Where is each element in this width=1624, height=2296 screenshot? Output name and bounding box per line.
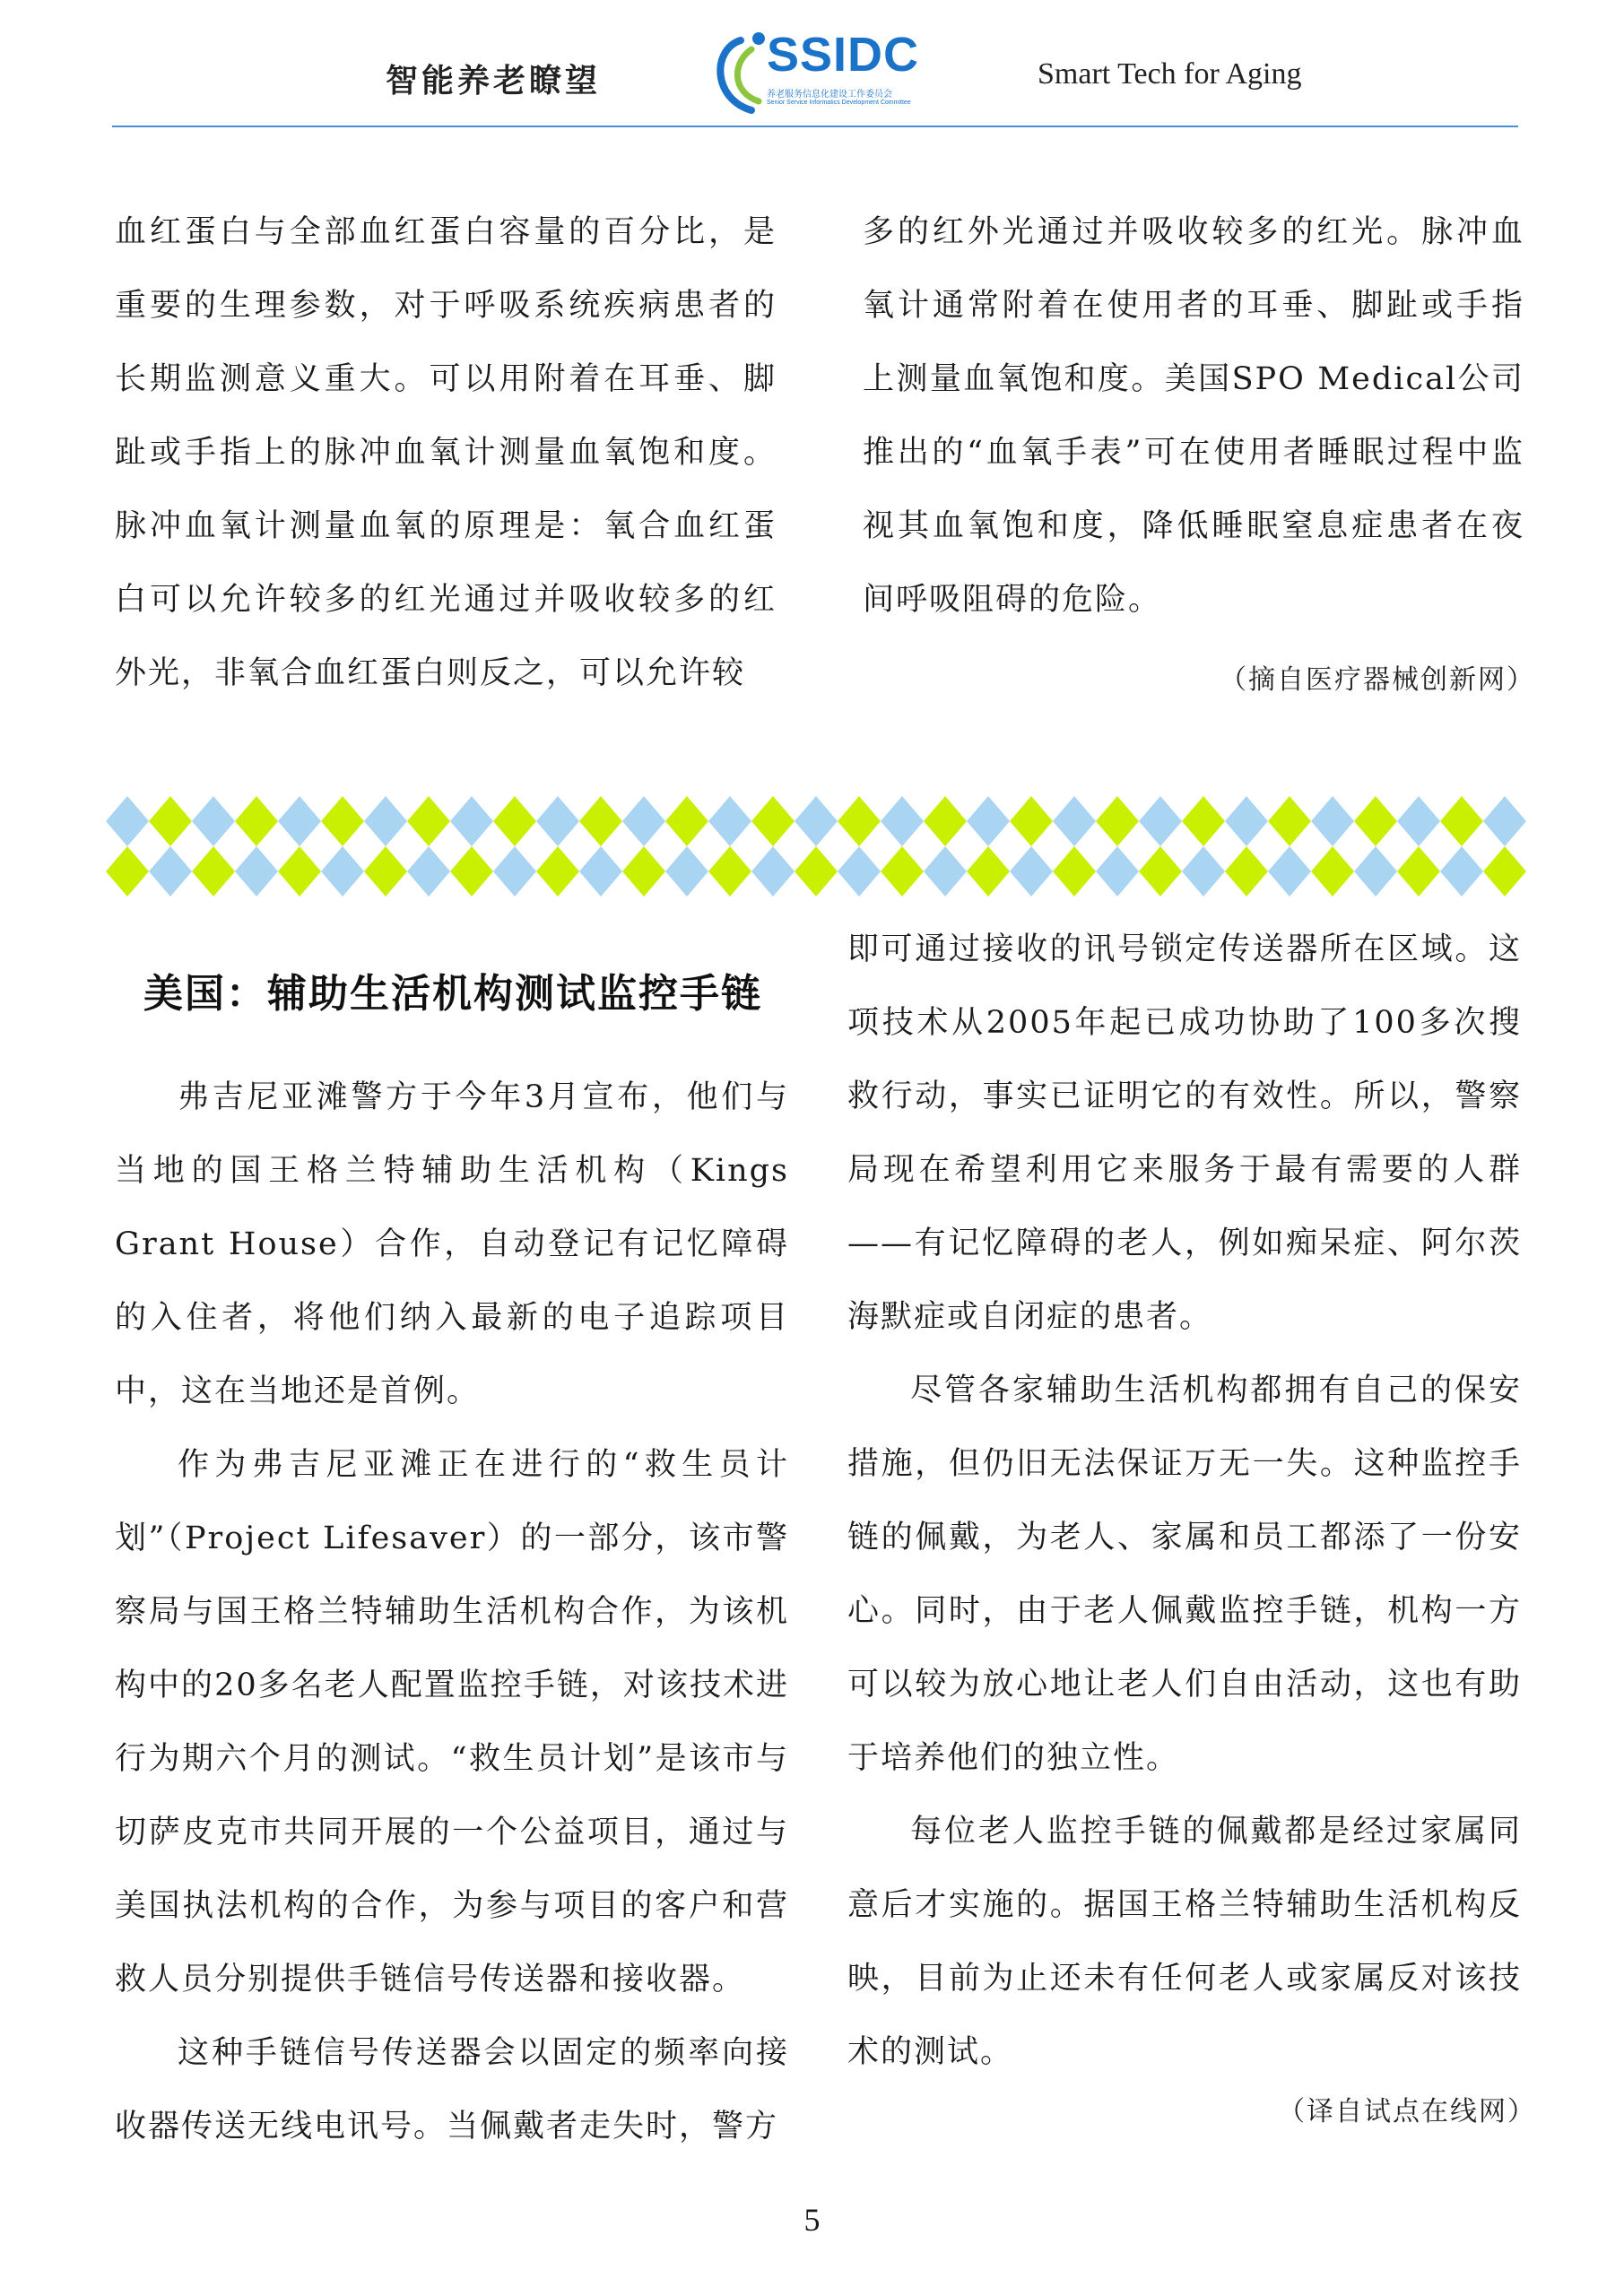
band-diamond	[1053, 846, 1096, 897]
band-diamond	[1139, 846, 1182, 897]
band-diamond	[967, 846, 1010, 897]
band-diamond	[1182, 846, 1225, 897]
band-diamond	[924, 796, 967, 846]
top-right-column	[863, 195, 1524, 637]
top-left-column	[115, 195, 777, 710]
band-diamond	[1440, 846, 1483, 897]
band-diamond	[924, 846, 967, 897]
band-diamond	[149, 846, 192, 897]
band-diamond	[622, 846, 665, 897]
band-diamond	[1096, 796, 1139, 846]
band-diamond	[536, 846, 579, 897]
article-paragraph: 尽管各家辅助生活机构都拥有自己的保安措施，但仍旧无法保证万无一失。这种监控手链的佩戴，为老人、家属和员工都添了一份安心。同时，由于老人佩戴监控手链，机构一方可以较为放心地让老人们自由活动，这也有助于培养他们的独立性。	[847, 1373, 1522, 1776]
article-paragraph: 即可通过接收的讯号锁定传送器所在区域。这项技术从2005年起已成功协助了100多次搜救行动，事实已证明它的有效性。所以，警察局现在希望利用它来服务于最有需要的人群——有记忆障碍的老人，例如痴呆症、阿尔茨海默症或自闭症的患者。	[847, 931, 1522, 1335]
band-diamond	[1268, 846, 1311, 897]
band-diamond	[1096, 846, 1139, 897]
band-diamond	[106, 796, 149, 846]
band-diamond	[321, 796, 364, 846]
header-right-title: Smart Tech for Aging	[1038, 57, 1302, 91]
band-diamond	[1483, 846, 1526, 897]
band-diamond	[1182, 796, 1225, 846]
band-diamond	[795, 846, 838, 897]
header-left-title: 智能养老瞭望	[386, 63, 602, 100]
logo-subtitle-en: Senior Service Informatics Development Committee	[767, 100, 911, 106]
band-diamond	[192, 796, 235, 846]
article-paragraph: 作为弗吉尼亚滩正在进行的“救生员计划”（Project Lifesaver）的一部分，该市警察局与国王格兰特辅助生活机构合作，为该机构中的20多名老人配置监控手链，对该技术进行为期六个月的测试。“救生员计划”是该市与切萨皮克市共同开展的一个公益项目，通过与美国执法机构的合作，为参与项目的客户和营救人员分别提供手链信号传送器和接收器。	[115, 1447, 789, 1997]
band-diamond	[751, 846, 795, 897]
band-diamond	[708, 846, 751, 897]
band-diamond	[1311, 846, 1354, 897]
band-diamond	[278, 846, 321, 897]
band-diamond	[708, 796, 751, 846]
band-diamond	[1440, 796, 1483, 846]
page-header	[0, 0, 1624, 134]
band-diamond	[1397, 846, 1440, 897]
band-diamond	[751, 796, 795, 846]
band-diamond	[149, 796, 192, 846]
band-diamond	[364, 846, 407, 897]
band-diamond	[493, 796, 536, 846]
article-paragraph: 这种手链信号传送器会以固定的频率向接收器传送无线电讯号。当佩戴者走失时，警方	[115, 2035, 789, 2144]
band-diamond	[881, 796, 924, 846]
band-diamond	[1268, 796, 1311, 846]
band-diamond	[364, 796, 407, 846]
band-diamond	[881, 846, 924, 897]
band-diamond	[665, 846, 708, 897]
band-diamond	[1397, 796, 1440, 846]
band-diamond	[838, 796, 881, 846]
band-diamond	[1225, 796, 1268, 846]
band-diamond	[622, 796, 665, 846]
band-diamond	[493, 846, 536, 897]
band-diamond	[1053, 796, 1096, 846]
decorative-diamond-band	[106, 796, 1532, 897]
band-diamond	[106, 846, 149, 897]
top-left-paragraph: 血红蛋白与全部血红蛋白容量的百分比，是重要的生理参数，对于呼吸系统疾病患者的长期监测意义重大。可以用附着在耳垂、脚趾或手指上的脉冲血氧计测量血氧饱和度。脉冲血氧计测量血氧的原理是：氧合血红蛋白可以允许较多的红光通过并吸收较多的红外光，非氧合血红蛋白则反之，可以允许较	[115, 214, 777, 691]
article-title: 美国：辅助生活机构测试监控手链	[143, 971, 762, 1017]
band-diamond	[1354, 846, 1397, 897]
band-diamond	[536, 796, 579, 846]
band-diamond	[1010, 846, 1053, 897]
band-diamond	[192, 846, 235, 897]
band-diamond	[1311, 796, 1354, 846]
article-source-note: （译自试点在线网）	[1278, 2096, 1536, 2127]
band-diamond	[579, 846, 622, 897]
band-diamond	[1483, 796, 1526, 846]
article-right-column	[847, 913, 1522, 2089]
article-left-column	[115, 1061, 789, 2163]
top-source-note: （摘自医疗器械创新网）	[1220, 664, 1535, 696]
top-right-paragraph: 多的红外光通过并吸收较多的红光。脉冲血氧计通常附着在使用者的耳垂、脚趾或手指上测量血氧饱和度。美国SPO Medical公司推出的“血氧手表”可在使用者睡眠过程中监视其血氧饱和度，降低睡眠窒息症患者在夜间呼吸阻碍的危险。	[863, 214, 1524, 618]
logo-subtitle-cn: 养老服务信息化建设工作委员会	[767, 90, 892, 100]
band-diamond	[235, 796, 278, 846]
band-diamond	[579, 796, 622, 846]
band-diamond	[235, 846, 278, 897]
band-diamond	[278, 796, 321, 846]
band-diamond	[407, 796, 450, 846]
header-divider	[112, 126, 1518, 127]
band-diamond	[407, 846, 450, 897]
article-paragraph: 弗吉尼亚滩警方于今年3月宣布，他们与当地的国王格兰特辅助生活机构（Kings Grant House）合作，自动登记有记忆障碍的入住者，将他们纳入最新的电子追踪项目中，这在当地还是首例。	[115, 1079, 789, 1409]
band-diamond	[1139, 796, 1182, 846]
page-number: 5	[803, 2202, 821, 2238]
band-diamond	[1354, 796, 1397, 846]
band-diamond	[450, 846, 493, 897]
logo-name: SSIDC	[767, 28, 920, 82]
band-diamond	[795, 796, 838, 846]
band-diamond	[321, 846, 364, 897]
band-diamond	[838, 846, 881, 897]
band-diamond	[1225, 846, 1268, 897]
band-diamond	[450, 796, 493, 846]
band-diamond	[1010, 796, 1053, 846]
band-diamond	[665, 796, 708, 846]
article-paragraph: 每位老人监控手链的佩戴都是经过家属同意后才实施的。据国王格兰特辅助生活机构反映，目前为止还未有任何老人或家属反对该技术的测试。	[847, 1814, 1522, 2070]
band-diamond	[967, 796, 1010, 846]
